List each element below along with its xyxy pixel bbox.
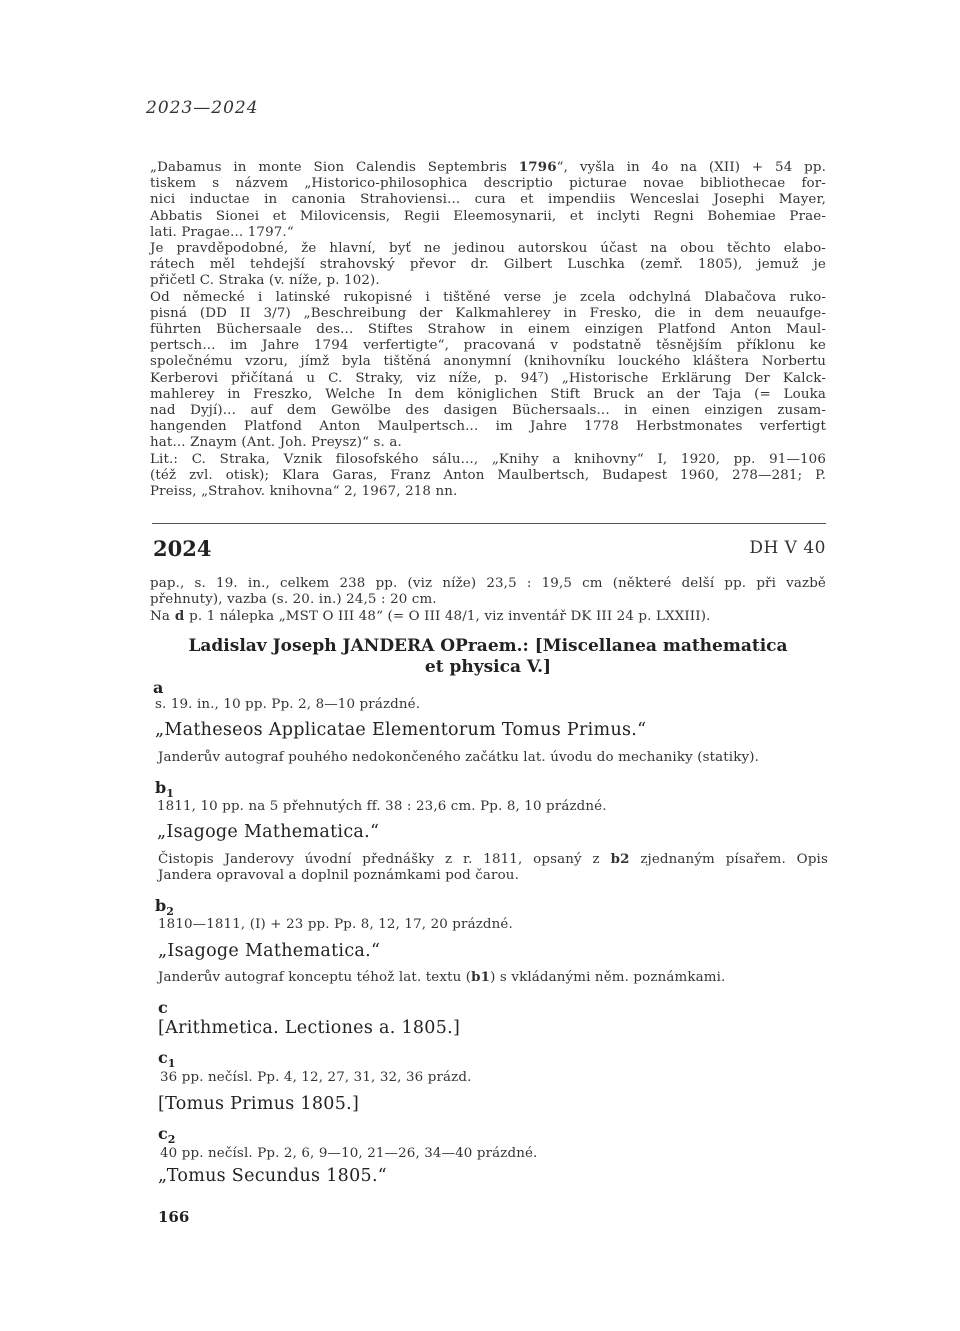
text-line: pisná (DD II 3/7) „Beschreibung der Kalkmahlerey in Fresko, die in dem neuaufge- — [150, 305, 826, 321]
text-line: führten Büchersaale des... Stiftes Strahow in einem einzigen Platfond Anton Maul- — [150, 322, 826, 338]
entry-heading-line2: et physica V.] — [424, 657, 552, 677]
text-line: nici inductae in canonia Strahoviensi... cura et impendiis Wenceslai Josephi Mayer, — [150, 192, 826, 208]
part-b1-note-line1: Čistopis Janderovy úvodní přednášky z r. 1811, opsaný z b2 zjednaným písařem. Opis — [158, 851, 828, 867]
text-line: rátech měl tehdejší strahovský převor dr. Gilbert Luschka (zemř. 1805), jemuž je — [150, 257, 826, 273]
text-line: Lit.: C. Straka, Vznik filosofského sálu..., „Knihy a knihovny“ I, 1920, pp. 91—106 — [150, 451, 826, 467]
part-a-meta: s. 19. in., 10 pp. Pp. 2, 8—10 prázdné. — [155, 697, 421, 712]
part-label-b2 — [155, 896, 174, 918]
text-line: Preiss, „Strahov. knihovna“ 2, 1967, 218 nn. — [150, 484, 458, 500]
part-b2-title: „Isagoge Mathematica.“ — [158, 941, 381, 961]
part-c2-meta: 40 pp. nečísl. Pp. 2, 6, 9—10, 21—26, 34—40 prázdné. — [160, 1146, 538, 1161]
part-a-note: Janderův autograf pouhého nedokončeného začátku lat. úvodu do mechaniky (statiky). — [158, 750, 759, 765]
description-line: Na d p. 1 nálepka „MST O III 48“ (= O III 48/1, viz inventář DK III 24 p. LXXIII). — [150, 608, 711, 625]
text-line: „Dabamus in monte Sion Calendis Septembris 1796“, vyšla in 4o na (XII) + 54 pp. — [150, 159, 826, 175]
part-c1-title: [Tomus Primus 1805.] — [158, 1094, 360, 1114]
text-line: nad Dyjí)... auf dem Gewölbe des dasigen Büchersaals... in einen einzigen zusam- — [150, 403, 826, 419]
part-letter: b — [155, 778, 167, 797]
text-line: Od německé i latinské rukopisné i tištěné verse je zcela odchylná Dlabačova ruko- — [150, 289, 826, 305]
part-subscript: 1 — [166, 787, 174, 801]
physical-description — [150, 576, 826, 626]
text-line: hangenden Platfond Anton Maulpertsch... im Jahre 1778 Herbstmonates verfertigt — [150, 419, 826, 435]
part-label-c2 — [158, 1124, 175, 1146]
part-a-title: „Matheseos Applicatae Elementorum Tomus Primus.“ — [155, 720, 647, 740]
entry-2023-text — [150, 159, 826, 500]
part-b1-note-line2: Jandera opravoval a doplnil poznámkami pod čarou. — [158, 868, 519, 883]
text-line: hat... Znaym (Ant. Joh. Preysz)“ s. a. — [150, 435, 402, 451]
text-line: Kerberovi přičítaná u C. Straky, viz níže, p. 94⁷) „Historische Erklärung Der Kalck- — [150, 370, 826, 386]
part-label-a: a — [153, 678, 164, 697]
text-line: přičetl C. Straka (v. níže, p. 102). — [150, 273, 380, 289]
part-label-c1 — [158, 1048, 175, 1070]
part-label-b1 — [155, 778, 174, 800]
part-b1-meta: 1811, 10 pp. na 5 přehnutých ff. 38 : 23,6 cm. Pp. 8, 10 prázdné. — [157, 799, 607, 814]
part-letter: b — [155, 896, 167, 915]
entry-heading-line1: Ladislav Joseph JANDERA OPraem.: [Miscellanea mathematica — [188, 636, 788, 656]
part-b1-title: „Isagoge Mathematica.“ — [157, 822, 380, 842]
text-line: tiskem s názvem „Historico-philosophica descriptio picturae novae bibliothecae for- — [150, 176, 826, 192]
text-line: Abbatis Sionei et Milovicensis, Regii Eleemosynarii, et inclyti Regni Bohemiae Prae- — [150, 208, 826, 224]
divider-rule — [152, 523, 826, 524]
text-line: lati. Pragae... 1797.“ — [150, 224, 294, 240]
entry-number: 2024 — [153, 536, 212, 561]
part-b2-meta: 1810—1811, (I) + 23 pp. Pp. 8, 12, 17, 20 prázdné. — [158, 917, 513, 932]
running-head: 2023—2024 — [146, 98, 259, 118]
description-line: pap., s. 19. in., celkem 238 pp. (viz níže) 23,5 : 19,5 cm (některé delší pp. při vazbě — [150, 576, 826, 591]
text-line: mahlerey in Freszko, Welche In dem königlichen Stift Bruck an der Taja (= Louka — [150, 386, 826, 402]
page-number: 166 — [158, 1208, 190, 1226]
text-line: pertsch... im Jahre 1794 verfertigte“, pracovaná v podstatně těsnějším příklonu ke — [150, 338, 826, 354]
part-subscript: 1 — [167, 1057, 176, 1071]
part-subscript: 2 — [167, 1133, 176, 1147]
description-line: přehnuty), vazba (s. 20. in.) 24,5 : 20 cm. — [150, 592, 437, 608]
part-label-c: c — [158, 998, 168, 1017]
part-letter: c — [158, 1048, 168, 1067]
text-line: (též zvl. otisk); Klara Garas, Franz Anton Maulbertsch, Budapest 1960, 278—281; P. — [150, 467, 826, 483]
text-line: společnému vzoru, jímž byla tištěná anonymní (knihovníku louckého kláštera Norbertu — [150, 354, 826, 370]
part-letter: c — [158, 1124, 168, 1143]
part-c2-title: „Tomus Secundus 1805.“ — [158, 1166, 388, 1186]
text-line: Je pravděpodobné, že hlavní, byť ne jedinou autorskou účast na obou těchto elabo- — [150, 241, 826, 257]
shelf-mark: DH V 40 — [749, 538, 826, 558]
part-c1-meta: 36 pp. nečísl. Pp. 4, 12, 27, 31, 32, 36 prázd. — [160, 1070, 472, 1085]
part-subscript: 2 — [166, 905, 174, 919]
part-c-title: [Arithmetica. Lectiones a. 1805.] — [158, 1018, 461, 1038]
part-b2-note: Janderův autograf konceptu téhož lat. textu (b1) s vkládanými něm. poznámkami. — [158, 969, 726, 985]
